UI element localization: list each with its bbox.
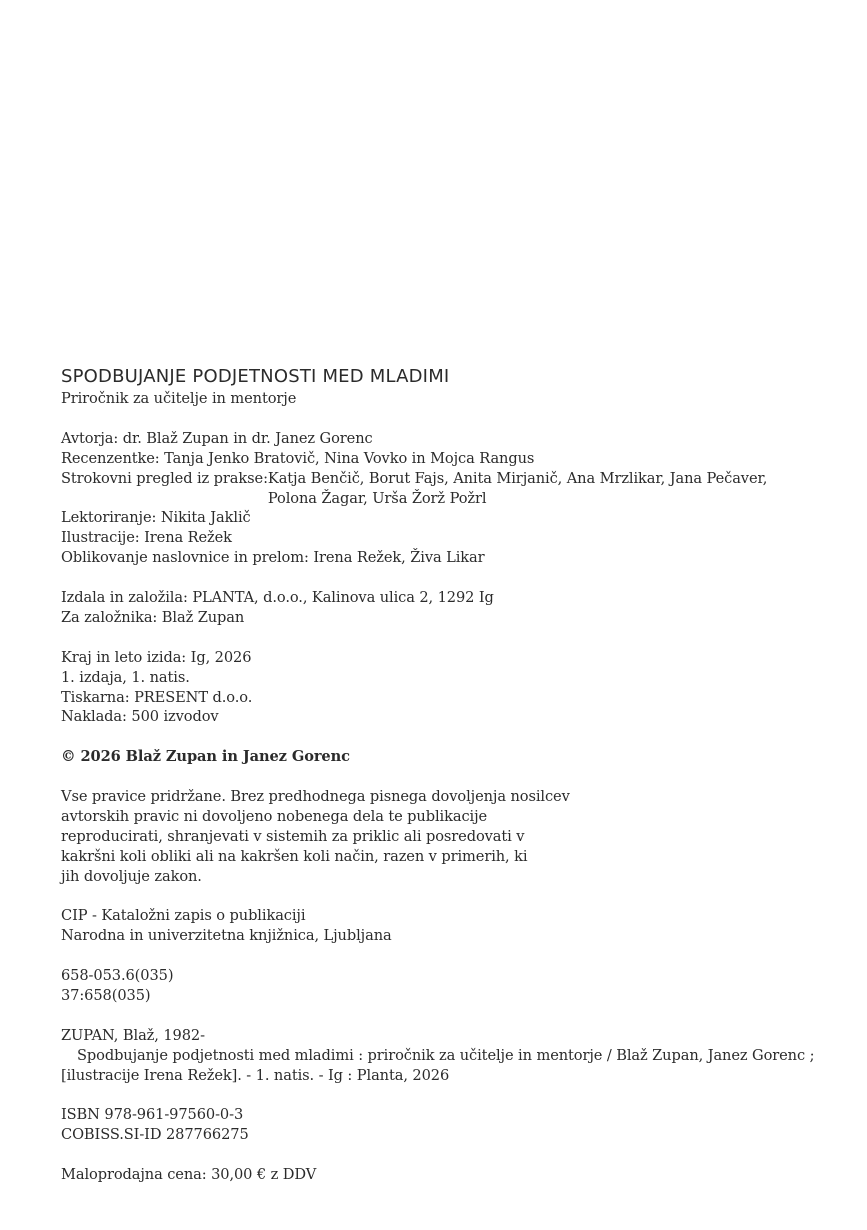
- cip-library: Narodna in univerzitetna knjižnica, Ljubljana: [61, 927, 392, 945]
- reviewers-line: Recenzentke: Tanja Jenko Bratovič, Nina Vovko in Mojca Rangus: [61, 449, 535, 467]
- expert-review-line: [61, 469, 801, 509]
- spacer: [61, 727, 801, 747]
- place-year-line: Kraj in leto izida: Ig, 2026: [61, 648, 252, 666]
- design-line: Oblikovanje naslovnice in prelom: Irena Režek, Živa Likar: [61, 549, 485, 567]
- copyright-line: © 2026 Blaž Zupan in Janez Gorenc: [61, 748, 350, 766]
- udc-class-1: 658-053.6(035): [61, 967, 174, 985]
- cip-author-entry: ZUPAN, Blaž, 1982-: [61, 1026, 205, 1044]
- spacer: [61, 946, 801, 966]
- rights-paragraph: [61, 787, 801, 887]
- proofreading-line: Lektoriranje: Nikita Jaklič: [61, 509, 251, 527]
- spacer: [61, 409, 801, 429]
- authors-line: Avtorja: dr. Blaž Zupan in dr. Janez Gorenc: [61, 429, 373, 447]
- illustrations-line: Ilustracije: Irena Režek: [61, 529, 232, 547]
- spacer: [61, 568, 801, 588]
- published-by-line: Izdala in založila: PLANTA, d.o.o., Kalinova ulica 2, 1292 Ig: [61, 589, 494, 607]
- book-title: SPODBUJANJE PODJETNOSTI MED MLADIMI: [61, 366, 450, 387]
- printer-line: Tiskarna: PRESENT d.o.o.: [61, 688, 253, 706]
- expert-review-names: Katja Benčič, Borut Fajs, Anita Mirjanič, Ana Mrzlikar, Jana Pečaver, Polona Žagar, Urša Žorž Požrl: [267, 469, 768, 507]
- rights-line: Vse pravice pridržane. Brez predhodnega pisnega dovoljenja nosilcev: [61, 788, 570, 806]
- expert-review-label: Strokovni pregled iz prakse:: [61, 469, 268, 487]
- cobiss-line: COBISS.SI-ID 287766275: [61, 1126, 249, 1144]
- spacer: [61, 767, 801, 787]
- udc-class-2: 37:658(035): [61, 987, 151, 1005]
- imprint-content: [61, 365, 815, 1185]
- retail-price-line: Maloprodajna cena: 30,00 € z DDV: [61, 1166, 317, 1184]
- spacer: [61, 1006, 801, 1026]
- spacer: [61, 1145, 801, 1165]
- spacer: [61, 1086, 801, 1106]
- rights-line: jih dovoljuje zakon.: [61, 867, 202, 885]
- cip-record-line: Spodbujanje podjetnosti med mladimi : priročnik za učitelje in mentorje / Blaž Zupan, Janez Gorenc ;: [77, 1046, 815, 1064]
- rights-line: avtorskih pravic ni dovoljeno nobenega dela te publikacije: [61, 807, 488, 825]
- book-subtitle: Priročnik za učitelje in mentorje: [61, 390, 297, 407]
- rights-line: reproducirati, shranjevati v sistemih za priklic ali posredovati v: [61, 827, 525, 845]
- rights-line: kakršni koli obliki ali na kakršen koli način, razen v primerih, ki: [61, 847, 528, 865]
- for-publisher-line: Za založnika: Blaž Zupan: [61, 608, 245, 626]
- cip-heading: CIP - Kataložni zapis o publikaciji: [61, 907, 306, 925]
- spacer: [61, 628, 801, 648]
- isbn-line: ISBN 978-961-97560-0-3: [61, 1106, 244, 1124]
- edition-line: 1. izdaja, 1. natis.: [61, 668, 190, 686]
- cip-record-line: [ilustracije Irena Režek]. - 1. natis. - Ig : Planta, 2026: [61, 1066, 450, 1084]
- spacer: [61, 887, 801, 907]
- print-run-line: Naklada: 500 izvodov: [61, 708, 219, 726]
